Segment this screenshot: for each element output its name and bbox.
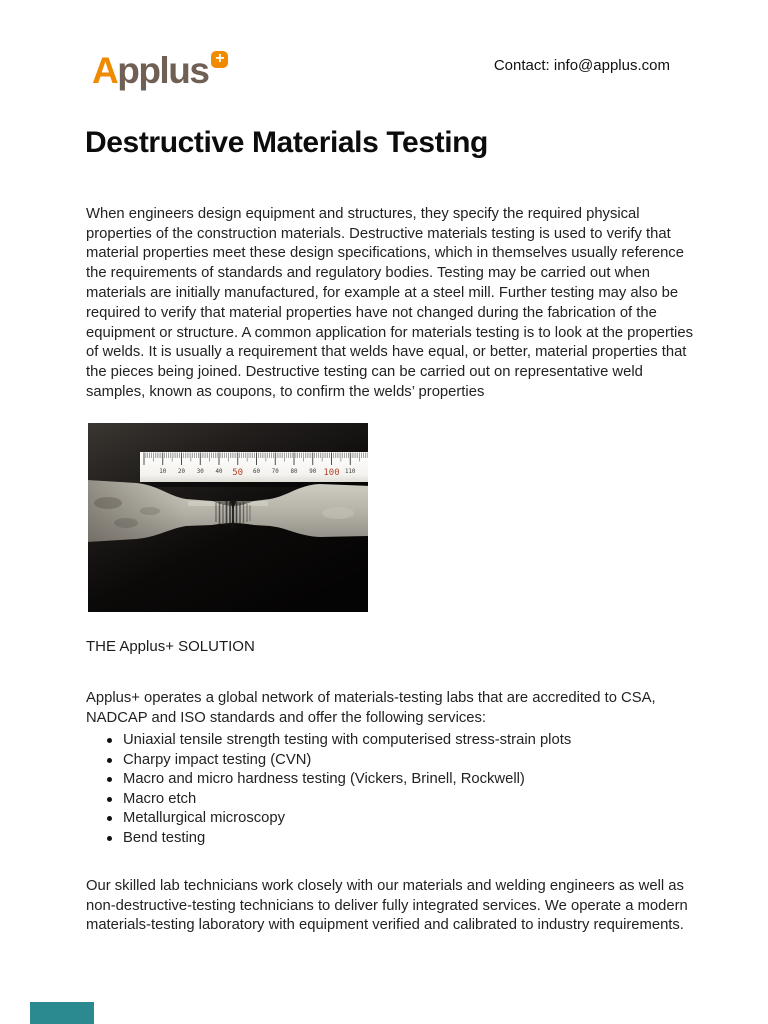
solution-intro-paragraph: Applus+ operates a global network of materials-testing labs that are accredited to CSA, NADCAP and ISO standards and offer the following services:: [86, 689, 656, 726]
contact-info: Contact: info@applus.com: [493, 57, 670, 74]
steel-ruler: [140, 452, 368, 482]
ruler-number: 40: [215, 469, 223, 475]
ruler-number: 90: [309, 469, 317, 475]
list-item: Macro etch: [106, 790, 692, 810]
plus-badge-icon: +: [211, 51, 228, 68]
ruler-number-red: 50: [232, 468, 244, 478]
ruler-number-red: 100: [323, 468, 340, 478]
ruler-number: 20: [178, 469, 185, 475]
applus-logo: [92, 52, 228, 89]
tensile-specimen-photo: [88, 423, 368, 612]
services-list: [106, 731, 692, 849]
closing-paragraph: Our skilled lab technicians work closely with our materials and welding engineers as well as non-destructive-testing technicians to deliver fully integrated services. We operate a modern materials-testing laboratory with equipment verified and calibrated to industry requirements.: [86, 877, 688, 934]
list-item: Uniaxial tensile strength testing with computerised stress-strain plots: [106, 731, 692, 751]
page-title: Destructive Materials Testing: [85, 126, 488, 159]
ruler-number: 10: [159, 469, 167, 475]
list-item: Macro and micro hardness testing (Vickers, Brinell, Rockwell): [106, 770, 692, 790]
corner-accent: [30, 1002, 94, 1024]
logo-wordmark: [92, 52, 208, 89]
ruler-number: 60: [253, 469, 260, 475]
ruler-number: 70: [271, 469, 279, 475]
logo-letter-a: A: [92, 50, 118, 91]
intro-paragraph: When engineers design equipment and structures, they specify the required physical properties of the construction materials. Destructive materials testing is used to verify that material properties meet these design specifications, which in themselves usually reference the requirements of standards and regulatory bodies. Testing may be carried out when materials are initially manufactured, for example at a steel mill. Further testing may also be required to verify that material properties have not changed during the fabrication of the equipment or structure. A common application for materials testing is to look at the properties of welds. It is usually a requirement that welds have equal, or better, material properties that the pieces being joined. Destructive testing can be carried out on representative weld samples, known as coupons, to confirm the welds’ properties: [86, 205, 693, 400]
list-item: Metallurgical microscopy: [106, 809, 692, 829]
ruler-number: 110: [344, 469, 356, 475]
solution-heading: THE Applus+ SOLUTION: [86, 638, 255, 655]
logo-letters-pplus: pplus: [117, 50, 209, 91]
ruler-number: 80: [290, 469, 298, 475]
list-item: Charpy impact testing (CVN): [106, 751, 692, 771]
ruler-number: 30: [196, 469, 204, 475]
list-item: Bend testing: [106, 829, 692, 849]
tensile-specimen-illustration: [88, 423, 368, 612]
